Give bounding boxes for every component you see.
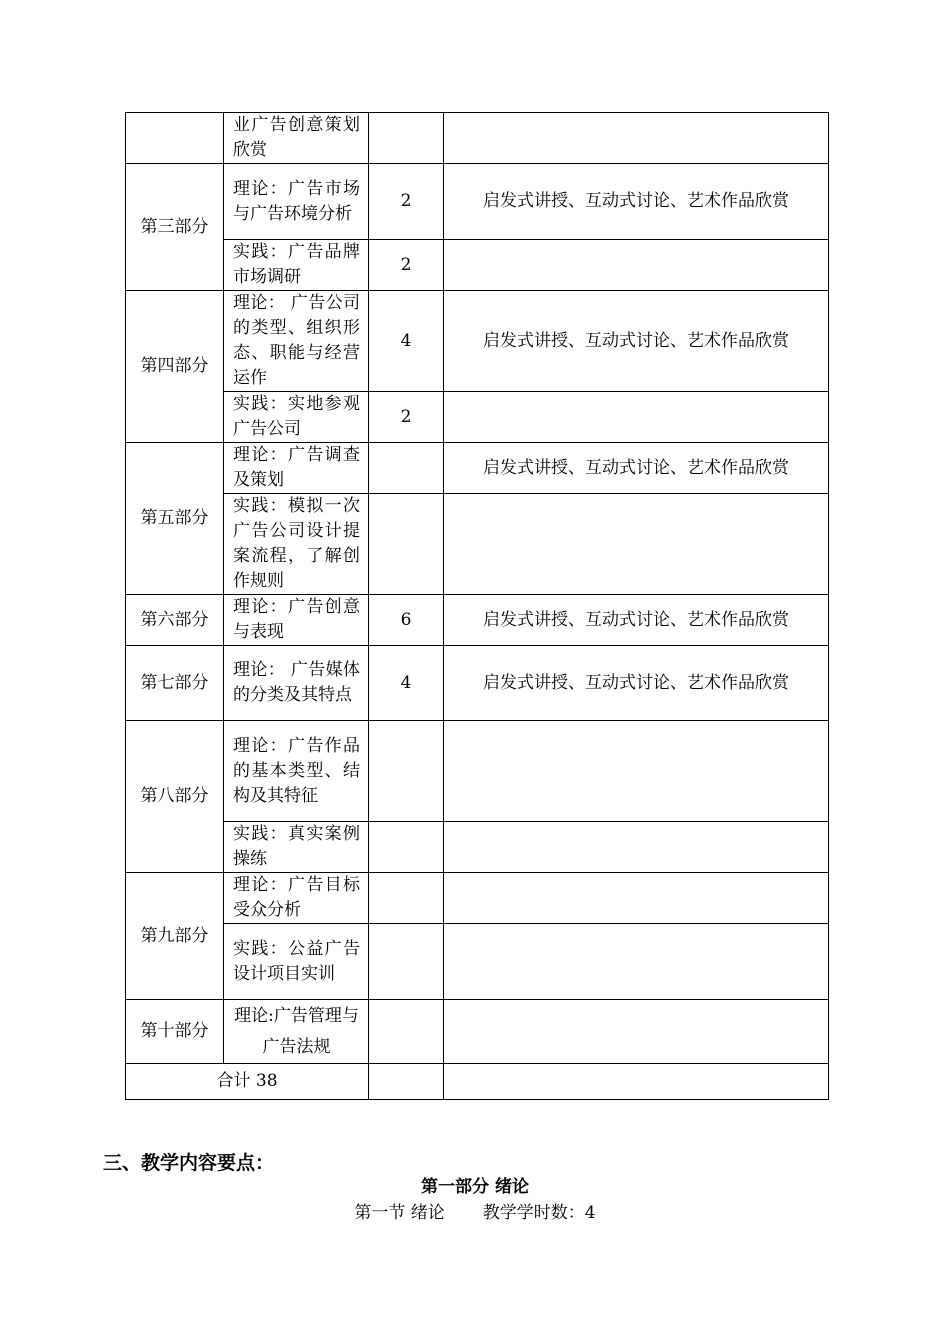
hours-cell: 4 [369, 291, 444, 392]
method-cell [444, 822, 829, 873]
total-label: 合计 38 [126, 1064, 369, 1100]
method-cell [444, 721, 829, 822]
table-row [126, 646, 829, 721]
hours-cell [369, 822, 444, 873]
part-cell: 第六部分 [126, 595, 224, 646]
content-cell: 理论： 广告公司的类型、组织形态、职能与经营运作 [224, 291, 369, 392]
hours-cell [369, 721, 444, 822]
table-row [126, 595, 829, 646]
hours-cell [369, 494, 444, 595]
total-method-cell [444, 1064, 829, 1100]
content-cell: 理论：广告调查及策划 [224, 443, 369, 494]
content-cell: 实践：真实案例操练 [224, 822, 369, 873]
table-row [126, 443, 829, 494]
section-hours: 教学学时数：4 [482, 1203, 596, 1223]
table-row [126, 164, 829, 240]
content-cell: 理论： 广告媒体的分类及其特点 [224, 646, 369, 721]
content-cell: 实践：实地参观广告公司 [224, 392, 369, 443]
hours-cell [369, 1000, 444, 1064]
table-row [126, 822, 829, 873]
syllabus-table [125, 112, 829, 1100]
table-row [126, 1000, 829, 1064]
method-cell: 启发式讲授、互动式讨论、艺术作品欣赏 [444, 291, 829, 392]
section-name: 第一节 绪论 [354, 1203, 445, 1223]
table-row [126, 873, 829, 924]
part-cell: 第十部分 [126, 1000, 224, 1064]
part-cell: 第九部分 [126, 873, 224, 1000]
section-heading: 三、教学内容要点： [103, 1152, 275, 1174]
part-cell [126, 113, 224, 164]
table-row [126, 721, 829, 822]
hours-cell: 2 [369, 164, 444, 240]
hours-cell: 2 [369, 240, 444, 291]
part-cell: 第三部分 [126, 164, 224, 291]
chapter-title: 第一部分 绪论 [421, 1177, 529, 1197]
method-cell [444, 494, 829, 595]
method-cell [444, 873, 829, 924]
method-cell: 启发式讲授、互动式讨论、艺术作品欣赏 [444, 646, 829, 721]
method-cell [444, 1000, 829, 1064]
content-cell: 理论：广告作品的基本类型、结构及其特征 [224, 721, 369, 822]
total-hours-cell [369, 1064, 444, 1100]
method-cell [444, 392, 829, 443]
part-cell: 第八部分 [126, 721, 224, 873]
content-cell: 理论：广告目标受众分析 [224, 873, 369, 924]
table-row [126, 113, 829, 164]
method-cell: 启发式讲授、互动式讨论、艺术作品欣赏 [444, 595, 829, 646]
total-row [126, 1064, 829, 1100]
hours-cell: 2 [369, 392, 444, 443]
method-cell [444, 113, 829, 164]
content-cell: 理论：广告创意与表现 [224, 595, 369, 646]
table-row [126, 392, 829, 443]
part-cell: 第七部分 [126, 646, 224, 721]
method-cell: 启发式讲授、互动式讨论、艺术作品欣赏 [444, 443, 829, 494]
hours-cell: 4 [369, 646, 444, 721]
part-cell: 第四部分 [126, 291, 224, 443]
part-cell: 第五部分 [126, 443, 224, 595]
table-row [126, 924, 829, 1000]
hours-cell [369, 924, 444, 1000]
section-info [0, 1198, 950, 1223]
hours-cell [369, 113, 444, 164]
content-cell: 业广告创意策划欣赏 [224, 113, 369, 164]
content-cell: 理论：广告市场与广告环境分析 [224, 164, 369, 240]
hours-cell [369, 873, 444, 924]
content-cell: 理论:广告管理与广告法规 [224, 1000, 369, 1064]
content-cell: 实践：模拟一次广告公司设计提案流程，了解创作规则 [224, 494, 369, 595]
hours-cell [369, 443, 444, 494]
content-cell: 实践：公益广告设计项目实训 [224, 924, 369, 1000]
table-row [126, 494, 829, 595]
method-cell: 启发式讲授、互动式讨论、艺术作品欣赏 [444, 164, 829, 240]
hours-cell: 6 [369, 595, 444, 646]
method-cell [444, 924, 829, 1000]
table-row [126, 240, 829, 291]
method-cell [444, 240, 829, 291]
table-row [126, 291, 829, 392]
content-cell: 实践：广告品牌市场调研 [224, 240, 369, 291]
